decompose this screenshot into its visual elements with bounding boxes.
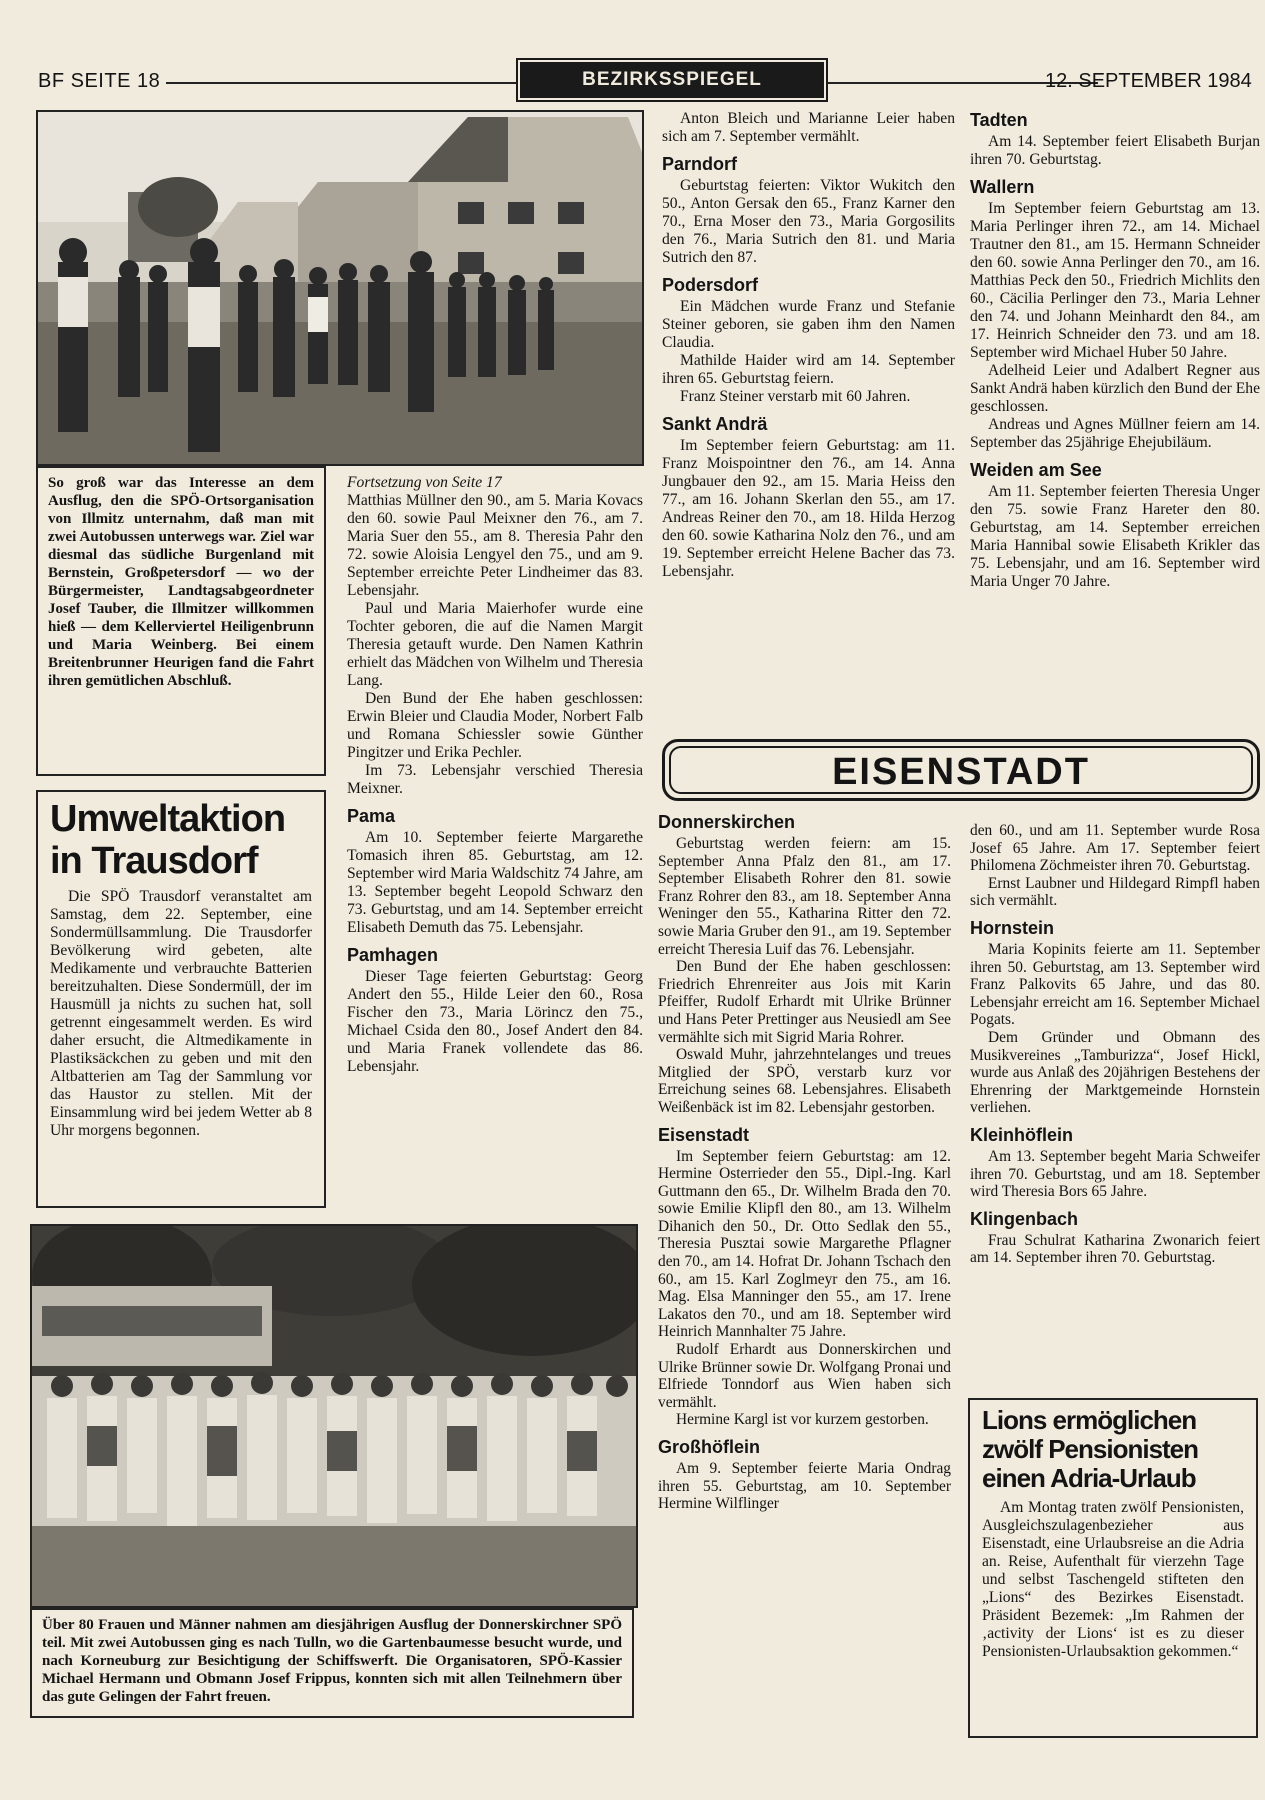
pamhagen-text: Dieser Tage feierten Geburtstag: Georg Andert den 55., Hilde Leier den 60., Rosa Fischer den 73., Maria Lörincz den 75., Michael Csida den 80., Josef Andert den 84. und Maria Franek vollendete das 86. Lebensjahr. xyxy=(347,968,643,1075)
column-2 xyxy=(347,474,643,1076)
header-rule-left xyxy=(166,82,516,84)
continuation-note: Fortsetzung von Seite 17 xyxy=(347,474,502,491)
page-label: BF SEITE 18 xyxy=(38,70,161,92)
lions-headline-1: Lions ermöglichen xyxy=(982,1405,1197,1435)
page-header xyxy=(38,62,1265,102)
photo-donnerskirchen-caption: Über 80 Frauen und Männer nahmen am diesjährigen Ausflug der Donnerskirchner SPÖ teil. Mit zwei Autobussen ging es nach Tulln, wo die Gartenbaumesse besucht wurde, und nach Korneuburg zur Besichtigung der Schiffswerft. Die Organisatoren, SPÖ-Kassier Michael Hermann und Obmann Josef Frippus, konnten sich mit allen Teilnehmern über das gute Gelingen der Fahrt freuen. xyxy=(30,1608,634,1718)
article-umweltaktion xyxy=(36,790,326,1208)
heading-pama: Pama xyxy=(347,806,396,826)
donnerskirchen-text-1: Geburtstag werden feiern: am 15. September Anna Pfalz den 81., am 17. September Elisabeth Rohrer den 81. sowie Franz Rohrer den 83., am 18. September Anna Weninger den 55., Katharina Ritter den 72. sowie Maria Gruber den 91., am 19. September erreicht Theresia Luif das 76. Lebensjahr. xyxy=(658,835,951,958)
donnerskirchen-text-3: Oswald Muhr, jahrzehntelanges und treues Mitglied der SPÖ, verstarb kurz vor Erreichung seines 68. Lebensjahres. Elisabeth Weißenbäck ist im 82. Lebensjahr gestorben. xyxy=(658,1046,951,1116)
eisenstadt-banner xyxy=(662,739,1260,801)
col2-paragraph-4: Im 73. Lebensjahr verschied Theresia Meixner. xyxy=(347,762,643,797)
pama-text: Am 10. September feierte Margarethe Tomasich ihren 85. Geburtstag, am 12. September wird Maria Waldschitz 74 Jahre, am 13. September begeht Leopold Schwarz den 73. Geburtstag, und am 14. September erreicht Elisabeth Demuth das 75. Lebensjahr. xyxy=(347,829,643,936)
col2-paragraph-2: Paul und Maria Maierhofer wurde eine Tochter geboren, die auf die Namen Margit Theresia getauft wurde. Den Namen Kathrin erhielt das Mädchen von Wilhelm und Theresia Lang. xyxy=(347,600,643,689)
heading-podersdorf: Podersdorf xyxy=(662,275,759,295)
kleinhoeflein-text: Am 13. September begeht Maria Schweifer ihren 70. Geburtstag, und am 18. September wird Theresia Bors 65 Jahre. xyxy=(970,1147,1260,1201)
eisenstadt-text-1: Im September feiern Geburtstag: am 12. Hermine Osterrieder den 55., Dipl.-Ing. Karl Guttmann den 65., Dr. Wilhelm Brada den 70. sowie Emilie Klipfl den 80., am 13. Wilhelm Dihanich den 50., Dr. Otto Sedlak den 55., Theresia Pusztai sowie Margarethe Pflagner den 70., am 14. Hofrat Dr. Johann Tschach den 60., am 15. Karl Zoglmeyr den 75., am 16. Mag. Elsa Manninger den 55., am 17. Irene Lakatos den 70., und am 18. September wird Heinrich Mannhalter 75 Jahre. xyxy=(658,1147,951,1341)
photo-illmitz-image xyxy=(38,112,642,464)
masthead: BEZIRKSSPIEGEL xyxy=(520,62,824,98)
eisenstadt-text-2: Rudolf Erhardt aus Donnerskirchen und Ulrike Brünner sowie Dr. Wolfgang Pronai und Elfriede Tonndorf aus Wien haben sich vermählt. xyxy=(658,1341,951,1411)
article-lions xyxy=(968,1398,1258,1738)
eisenstadt-banner-title: EISENSTADT xyxy=(669,746,1253,794)
lions-headline-3: einen Adria-Urlaub xyxy=(982,1463,1196,1493)
lions-body: Am Montag traten zwölf Pensionisten, Ausgleichszulagenbezieher aus Eisenstadt, eine Urlaubsreise an die Adria an. Reise, Aufenthalt für vierzehn Tage und selbst Taschengeld stifteten den „Lions“ des Bezirkes Eisenstadt. Präsident Bezemek: „Im Rahmen der ‚activity der Lions‘ ist es zu dieser Pensionisten-Urlaubsaktion gekommen.“ xyxy=(982,1499,1244,1660)
eisenstadt-column-right xyxy=(970,822,1260,1267)
col2-paragraph-3: Den Bund der Ehe haben geschlossen: Erwin Bleier und Claudia Moder, Norbert Falb und Romana Schiessler sowie Günther Pingitzer und Erika Pechler. xyxy=(347,690,643,761)
donnerskirchen-text-2: Den Bund der Ehe haben geschlossen: Friedrich Ehrenreiter aus Jois mit Karin Pfeiffer, Rudolf Erhardt mit Ulrike Brünner und Hans Peter Prettinger aus Neusiedl am See vermählte sich mit Sigrid Maria Rohrer. xyxy=(658,958,951,1046)
heading-donnerskirchen: Donnerskirchen xyxy=(658,812,796,832)
col2-paragraph-1: Matthias Müllner den 90., am 5. Maria Kovacs den 60. sowie Paul Meixner den 76., am 7. Maria Suer den 55., am 8. Theresia Pahr den 72. sowie Aloisia Lengyel den 75., und am 9. September erreichte Peter Lindheimer das 83. Lebensjahr. xyxy=(347,492,643,599)
photo-illmitz-caption: So groß war das Interesse an dem Ausflug, den die SPÖ-Ortsorganisation von Illmitz unternahm, daß man mit zwei Autobussen unterwegs war. Ziel war diesmal das südliche Burgenland mit Bernstein, Großpetersdorf — wo der Bürgermeister, Landtagsabgeordneter Josef Tauber, die Illmitzer willkommen hieß — dem Kellerviertel Heiligenbrunn und Maria Weinberg. Bei einem Breitenbrunner Heurigen fand die Fahrt ihren gemütlichen Abschluß. xyxy=(36,466,326,776)
umweltaktion-headline-1: Umweltaktion xyxy=(50,798,286,840)
parndorf-text: Geburtstag feierten: Viktor Wukitch den 50., Anton Gersak den 65., Franz Karner den 70., Erna Moser den 73., Maria Gorgosilits den 76., Maria Sutrich den 81. und Maria Sutrich den 87. xyxy=(662,177,955,266)
heading-sankt-andrae: Sankt Andrä xyxy=(662,414,768,434)
column-3 xyxy=(662,110,955,581)
right-continuation-1: den 60., und am 11. September wurde Rosa Josef 65 Jahre. Am 17. September feiert Philomena Zöchmeister ihren 70. Geburtstag. xyxy=(970,822,1260,875)
eisenstadt-column-left xyxy=(658,812,951,1513)
heading-hornstein: Hornstein xyxy=(970,917,1055,938)
wallern-text-3: Andreas und Agnes Müllner feiern am 14. September das 25jährige Ehejubiläum. xyxy=(970,416,1260,451)
weiden-text: Am 11. September feierten Theresia Unger den 75. sowie Franz Hareter den 80. Geburtstag, am 14. September erreichen Maria Hannibal sowie Elisabeth Krikler das 75. Lebensjahr, und am 16. September wird Maria Unger 70 Jahre. xyxy=(970,483,1260,590)
right-continuation-2: Ernst Laubner und Hildegard Rimpfl haben sich vermählt. xyxy=(970,874,1260,910)
heading-pamhagen: Pamhagen xyxy=(347,945,439,965)
heading-klingenbach: Klingenbach xyxy=(970,1208,1079,1229)
heading-weiden: Weiden am See xyxy=(970,460,1102,480)
heading-grosshoeflein: Großhöflein xyxy=(658,1437,760,1457)
photo-donnerskirchen-image xyxy=(32,1226,636,1606)
podersdorf-text-2: Mathilde Haider wird am 14. September ihren 65. Geburtstag feiern. xyxy=(662,352,955,387)
photo-illmitz-excursion xyxy=(36,110,644,466)
lions-headline-2: zwölf Pensionisten xyxy=(982,1434,1199,1464)
hornstein-text-2: Dem Gründer und Obmann des Musikvereines „Tamburizza“, Josef Hickl, wurde aus Anlaß des 20jährigen Bestehens der Ehrenring der Marktgemeinde Hornstein verliehen. xyxy=(970,1028,1260,1117)
hornstein-text-1: Maria Kopinits feierte am 11. September ihren 50. Geburtstag, am 13. September wird Franz Palkovits 65 Jahre, und das 80. Lebensjahr erreicht am 16. September Michael Pogats. xyxy=(970,940,1260,1029)
heading-parndorf: Parndorf xyxy=(662,154,738,174)
column-4 xyxy=(970,110,1260,591)
issue-date: 12. SEPTEMBER 1984 xyxy=(1045,70,1252,92)
podersdorf-text-3: Franz Steiner verstarb mit 60 Jahren. xyxy=(680,388,911,405)
umweltaktion-body: Die SPÖ Trausdorf veranstaltet am Samstag, dem 22. September, eine Sondermüllsammlung. Die Trausdorfer Bevölkerung wird gebeten, alte Medikamente und verbrauchte Batterien bereitzuhalten. Diese Sondermüll, der im Hausmüll ja nichts zu suchen hat, soll getrennt eingesammelt werden. Es wird daher ersucht, die Altmedikamente in Plastiksäckchen zu geben und mit den Altbatterien am Tag der Sammlung vor das Haustor zu stellen. Mit der Einsammlung wird bei jedem Wetter ab 8 Uhr morgens begonnen. xyxy=(50,888,312,1139)
tadten-text: Am 14. September feiert Elisabeth Burjan ihren 70. Geburtstag. xyxy=(970,133,1260,168)
heading-tadten: Tadten xyxy=(970,110,1028,130)
heading-eisenstadt: Eisenstadt xyxy=(658,1124,750,1145)
eisenstadt-text-3: Hermine Kargl ist vor kurzem gestorben. xyxy=(676,1411,929,1429)
umweltaktion-headline-2: in Trausdorf xyxy=(50,840,258,882)
grosshoeflein-text: Am 9. September feierte Maria Ondrag ihren 55. Geburtstag, am 10. September Hermine Wilflinger xyxy=(658,1460,951,1513)
heading-wallern: Wallern xyxy=(970,177,1035,197)
heading-kleinhoeflein: Kleinhöflein xyxy=(970,1124,1073,1145)
photo-donnerskirchen-group xyxy=(30,1224,638,1608)
col3-top-paragraph: Anton Bleich und Marianne Leier haben sich am 7. September vermählt. xyxy=(662,110,955,145)
podersdorf-text-1: Ein Mädchen wurde Franz und Stefanie Steiner geboren, sie gaben ihm den Namen Claudia. xyxy=(662,298,955,351)
klingenbach-text: Frau Schulrat Katharina Zwonarich feiert am 14. September ihren 70. Geburtstag. xyxy=(970,1231,1260,1267)
sankt-andrae-text: Im September feiern Geburtstag: am 11. Franz Moispointner den 76., am 14. Anna Jungbauer den 92., am 15. Maria Heiss den 77., am 16. Johann Skerlan den 55., am 17. Andreas Reiner den 70., am 18. Hilda Herzog den 60. sowie Katharina Nolz den 76., und am 19. September erreicht Helene Bacher das 73. Lebensjahr. xyxy=(662,437,955,580)
wallern-text-2: Adelheid Leier und Adalbert Regner aus Sankt Andrä haben kürzlich den Bund der Ehe geschlossen. xyxy=(970,362,1260,415)
wallern-text: Im September feiern Geburtstag am 13. Maria Perlinger ihren 72., am 14. Michael Trautner den 81., am 15. Hermann Schneider den 60. sowie Anna Perlinger den 70., am 16. Matthias Peck den 50., Friedrich Michlits den 60., Cäcilia Perlinger den 73., Maria Lehner den 74. und Johann Meinhardt den 84., am 17. Heinrich Schneider den 73. und am 18. September wird Michael Huber 50 Jahre. xyxy=(970,200,1260,361)
